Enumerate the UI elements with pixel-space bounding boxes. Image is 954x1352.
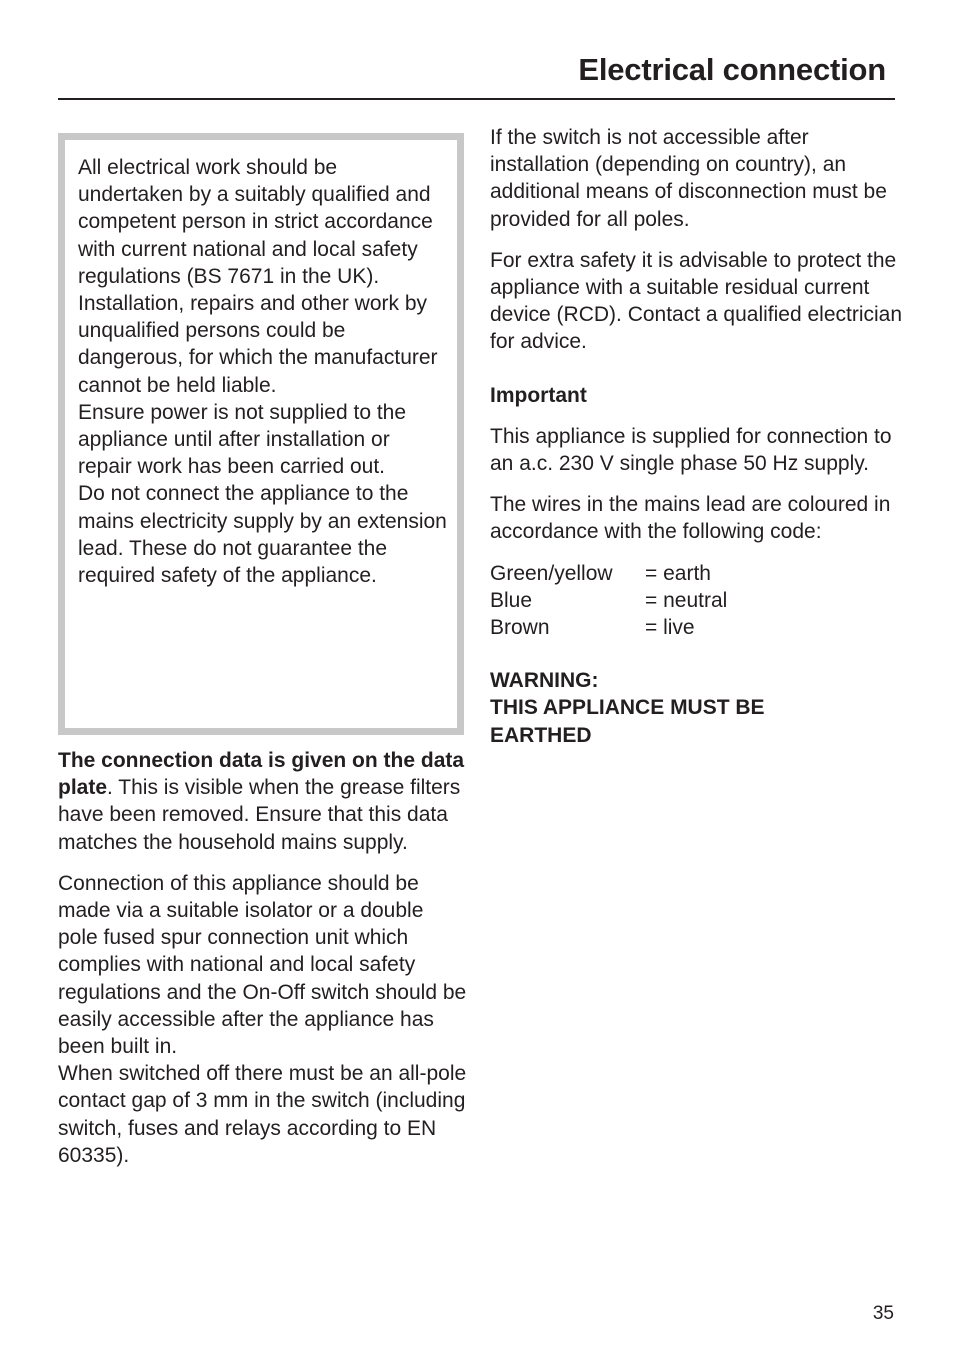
earthing-warning-text: THIS APPLIANCE MUST BE EARTHED — [490, 696, 765, 747]
earthing-warning-label: WARNING: — [490, 669, 599, 693]
important-heading: Important — [490, 383, 587, 407]
contact-gap-paragraph: When switched off there must be an all-pole contact gap of 3 mm in the switch (including switch, fuses and relays according to EN 60335). — [58, 1062, 467, 1167]
left-column — [58, 747, 468, 1169]
page-number: 35 — [872, 1303, 894, 1324]
wire-row-live — [490, 614, 727, 641]
safety-warning-box — [58, 133, 464, 735]
warning-paragraph-extension-lead: Do not connect the appliance to the mains electricity supply by an extension lead. These do not guarantee the required safety of the appliance. — [78, 482, 447, 588]
wire-row-neutral — [490, 587, 727, 614]
wire-colour: Brown — [490, 616, 550, 640]
supply-paragraph: This appliance is supplied for connection to an a.c. 230 V single phase 50 Hz supply. — [490, 424, 892, 476]
warning-paragraph-unqualified-work: Installation, repairs and other work by unqualified persons could be dangerous, for which the manufacturer cannot be held liable. — [78, 292, 438, 397]
wire-colour: Green/yellow — [490, 561, 613, 585]
switch-access-paragraph: If the switch is not accessible after installation (depending on country), an additional means of disconnection must be provided for all poles. — [490, 126, 887, 231]
wire-meaning: = live — [645, 616, 695, 640]
wire-colour: Blue — [490, 588, 533, 612]
warning-paragraph-qualified-person: All electrical work should be undertaken by a suitably qualified and competent person in strict accordance with current national and local safety regulations (BS 7671 in the UK). — [78, 156, 433, 288]
right-column — [490, 124, 910, 749]
data-plate-bold-text: The connection data is given on the data plate — [58, 749, 465, 800]
wire-colour-table — [490, 560, 727, 642]
wire-row-earth — [490, 560, 727, 587]
data-plate-text: . This is visible when the grease filters have been removed. Ensure that this data matches the household mains supply. — [58, 776, 461, 854]
title-divider — [58, 98, 895, 100]
wire-meaning: = earth — [645, 561, 711, 585]
wire-colour-intro: The wires in the mains lead are coloured in accordance with the following code: — [490, 493, 891, 544]
wire-meaning: = neutral — [645, 588, 728, 612]
rcd-paragraph: For extra safety it is advisable to protect the appliance with a suitable residual current device (RCD). Contact a qualified electrician for advice. — [490, 248, 903, 354]
warning-paragraph-power-supply: Ensure power is not supplied to the appliance until after installation or repair work has been carried out. — [78, 400, 407, 479]
data-plate-paragraph — [58, 747, 468, 856]
page-title: Electrical connection — [578, 52, 886, 87]
isolator-paragraph: Connection of this appliance should be made via a suitable isolator or a double pole fused spur connection unit which complies with national and local safety regulations and the On-Off switch should be easily accessible after the appliance has been built in. — [58, 871, 467, 1059]
